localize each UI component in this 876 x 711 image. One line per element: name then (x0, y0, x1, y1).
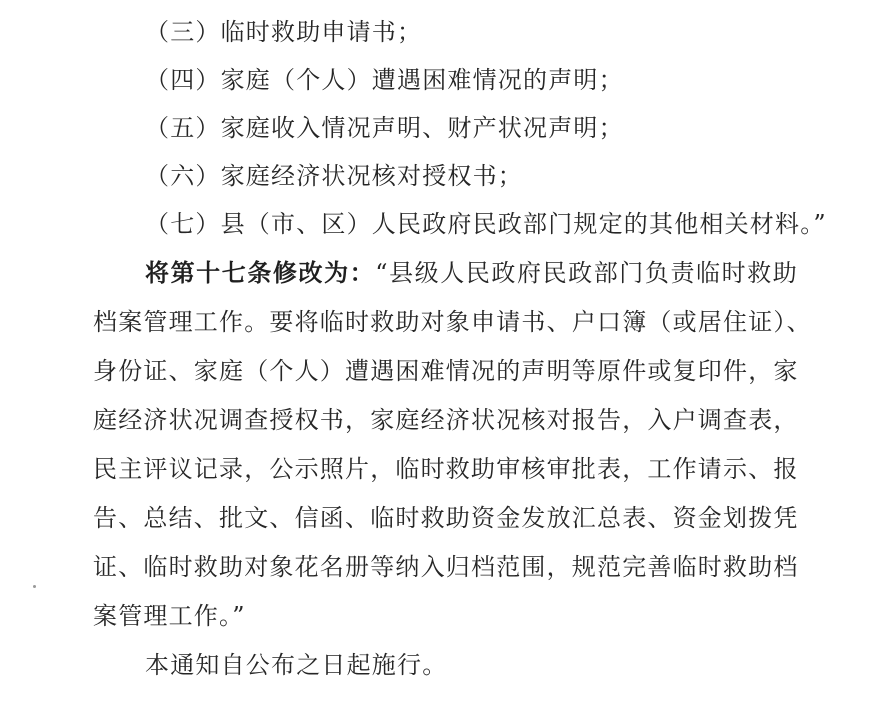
amendment-line-8: 案管理工作。” (93, 602, 246, 630)
amendment-line-6: 告、总结、批文、信函、临时救助资金发放汇总表、资金划拨凭 (93, 504, 799, 532)
item-3: （三）临时救助申请书； (145, 18, 423, 46)
item-6: （六）家庭经济状况核对授权书； (145, 162, 523, 190)
amendment-line-4: 庭经济状况调查授权书，家庭经济状况核对报告，入户调查表， (93, 406, 799, 434)
scan-speck (33, 585, 36, 588)
amendment-first-line (145, 257, 798, 289)
amendment-line-5: 民主评议记录，公示照片，临时救助审核审批表，工作请示、报 (93, 455, 799, 483)
item-5: （五）家庭收入情况声明、财产状况声明； (145, 114, 624, 142)
amendment-first-line-rest: “县级人民政府民政部门负责临时救助 (375, 259, 798, 287)
closing-line: 本通知自公布之日起施行。 (145, 651, 448, 679)
amendment-line-7: 证、临时救助对象花名册等纳入归档范围，规范完善临时救助档 (93, 553, 799, 581)
amendment-line-3: 身份证、家庭（个人）遭遇困难情况的声明等原件或复印件，家 (93, 357, 799, 385)
item-4: （四）家庭（个人）遭遇困难情况的声明； (145, 66, 624, 94)
amendment-line-2: 档案管理工作。要将临时救助对象申请书、户口簿（或居住证）、 (93, 308, 812, 336)
amendment-lead: 将第十七条修改为： (145, 258, 376, 287)
item-7: （七）县（市、区）人民政府民政部门规定的其他相关材料。” (145, 210, 827, 238)
